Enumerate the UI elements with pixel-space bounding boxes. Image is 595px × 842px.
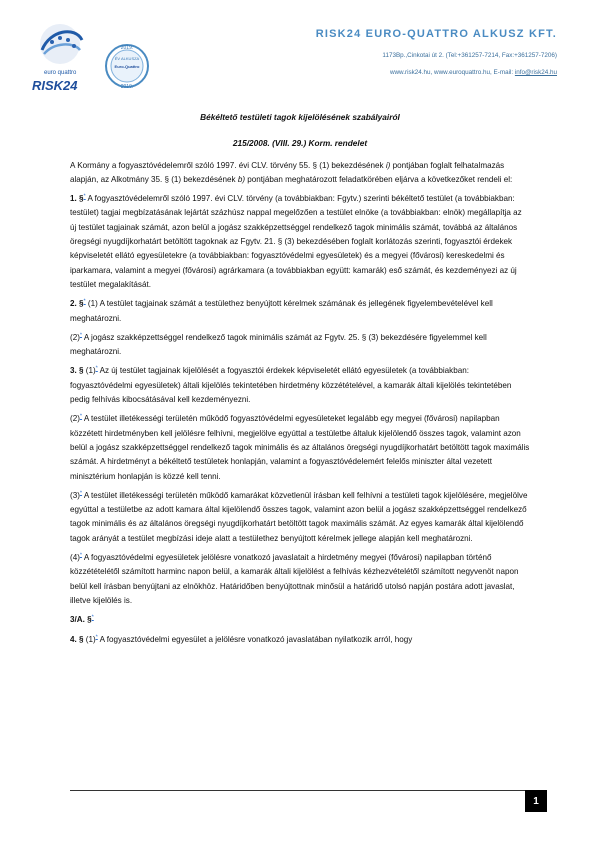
footnote-link[interactable]: * bbox=[83, 298, 86, 305]
intro-paragraph: A Kormány a fogyasztóvédelemről szóló 1997. évi CLV. törvény 55. § (1) bekezdésének i) pontjában foglalt felhatalmazás alapján, az Alkotmány 35. § (1) bekezdésének b) pontjában meghatározott feladatkörében eljárva a következőket rendeli el: bbox=[70, 160, 513, 184]
section-3a: 3/A. §* bbox=[70, 614, 94, 625]
footnote-link[interactable]: * bbox=[95, 633, 98, 640]
document-title: Békéltető testületi tagok kijelölésének szabályairól bbox=[200, 112, 400, 122]
document-body bbox=[70, 110, 530, 652]
section-3-paragraph-3: (3)* A testület illetékességi területén működő kamarákat közvetlenül írásban kell felhívni a testületi tagok kijelölésére, megjelölve egyúttal a testületbe az adott kamara által kijelölendő összes tagok, valamint azon belül a jogász szakképzettséggel rendelkező tagok minimális és az általános öregségi nyugdíjkorhatárt betöltött tagok maximális számát. Az egyes kamarák által kijelölendő tagok arányát a testület megbízási ideje alatt a testülethez benyújtott kérelmek jellege alapján kell meghatározni. bbox=[70, 490, 528, 543]
footnote-link[interactable]: * bbox=[79, 413, 83, 420]
company-address: 1173Bp.,Cinkotai út 2. (Tel:+361257-7214, Fax:+361257-7206) bbox=[382, 52, 557, 59]
website-links[interactable]: www.risk24.hu, www.euroquattro.hu, E-mail: bbox=[389, 69, 515, 76]
section-2: 2. §* (1) A testület tagjainak számát a testülethez benyújtott kérelmek számának és jellegének figyelembevételével kell meghatározni. bbox=[70, 298, 493, 323]
svg-text:2019.: 2019. bbox=[120, 84, 134, 90]
euro-quattro-risk24-logo bbox=[30, 20, 110, 98]
footer-divider bbox=[70, 790, 525, 791]
letterhead bbox=[0, 0, 595, 100]
footnote-link[interactable]: * bbox=[83, 193, 86, 200]
section-1: 1. §* A fogyasztóvédelemről szóló 1997. évi CLV. törvény (a továbbiakban: Fgytv.) szerinti békéltető testület (a továbbiakban: testület) tagjai megbízatásának lejártát százhúsz nappal megelőzően a testület elnöke (a továbbiakban: elnök) megállapítja az új testület tagjainak számát, azon belül a jogász szakképzettséggel rendelkező tagok minimális számát, továbbá az általános öregségi nyugdíjkorhatárt betöltött tagoknak az Fgytv. 21. § (3) bekezdésében foglalt korlátozás szerinti, fogyasztói érdekek képviseletét ellátó egyesületekre (a továbbiakban: fogyasztóvédelmi egyesületek) és a megyei (fővárosi) kereskedelmi és iparkamara, valamint a megyei (fővárosi) agrárkamara (a továbbiakban együtt: kamarák) eső számát, és kezdeményezi az új testület megalakítását. bbox=[70, 193, 522, 289]
footnote-link[interactable]: * bbox=[91, 614, 94, 621]
svg-text:ÉV ALKUSZA: ÉV ALKUSZA bbox=[114, 56, 140, 61]
company-web-email bbox=[316, 69, 557, 76]
footnote-link[interactable]: * bbox=[79, 552, 83, 559]
footnote-link[interactable]: * bbox=[95, 365, 98, 372]
section-2-paragraph-2: (2)* A jogász szakképzettséggel rendelkező tagok minimális számát az Fgytv. 25. § (3) bekezdésére figyelemmel kell meghatározni. bbox=[70, 332, 487, 357]
company-contact-block bbox=[316, 28, 557, 76]
section-3-paragraph-2: (2)* A testület illetékességi területén működő fogyasztóvédelmi egyesületeket legalább egy megyei (fővárosi) napilapban közzétett hirdetményben kell jelölésre felhívni, megjelölve egyúttal a testületbe általuk kijelölendő összes tagok, valamint azon belül a jogász szakképzettséggel rendelkező tagok minimális és az általános öregségi nyugdíjkorhatárt betöltött tagok maximális számát. A hirdetményt a békéltető testületek honlapján, valamint a fogyasztóvédelemért felelős miniszter által vezetett minisztérium honlapján is közzé kell tenni. bbox=[70, 413, 530, 481]
year-award-badge bbox=[104, 40, 150, 94]
footnote-link[interactable]: * bbox=[79, 332, 83, 339]
section-4: 4. § (1)* A fogyasztóvédelmi egyesület a jelölésre vonatkozó javaslatában nyilatkozik arról, hogy bbox=[70, 633, 413, 644]
section-3: 3. § (1)* Az új testület tagjainak kijelölését a fogyasztói érdekek képviseletét ellátó egyesületek (a továbbiakban: fogyasztóvédelmi egyesületek) általi kijelölés tekintetében hirdetmény közzétételével, a kamarák általi kijelölés tekintetében pedig felhívás kibocsátásával kell kezdeményezni. bbox=[70, 365, 512, 405]
document-subtitle: 215/2008. (VIII. 29.) Korm. rendelet bbox=[232, 138, 368, 149]
company-name: RISK24 EURO-QUATTRO ALKUSZ KFT. bbox=[315, 28, 557, 40]
svg-text:2019.: 2019. bbox=[120, 45, 134, 51]
svg-text:euro quattro: euro quattro bbox=[44, 70, 77, 76]
svg-text:RISK24: RISK24 bbox=[32, 78, 78, 93]
section-3-paragraph-4: (4)* A fogyasztóvédelmi egyesületek jelölésre vonatkozó javaslatait a hirdetmény megyei (fővárosi) napilapban történő közzétételétől számított harminc napon belül, a kamarák általi kijelölést a felhívás kézhezvételétől számított negyvenöt napon belül kell írásban benyújtani az elnökhöz. Határidőben benyújtottnak minősül a határidő utolsó napján postára adott javaslat, illetve kijelölés is. bbox=[70, 552, 519, 605]
page-number: 1 bbox=[525, 790, 547, 812]
footnote-link[interactable]: * bbox=[79, 490, 83, 497]
svg-text:Euro-Quattro: Euro-Quattro bbox=[114, 64, 140, 69]
email-link[interactable]: info@risk24.hu bbox=[514, 69, 557, 76]
